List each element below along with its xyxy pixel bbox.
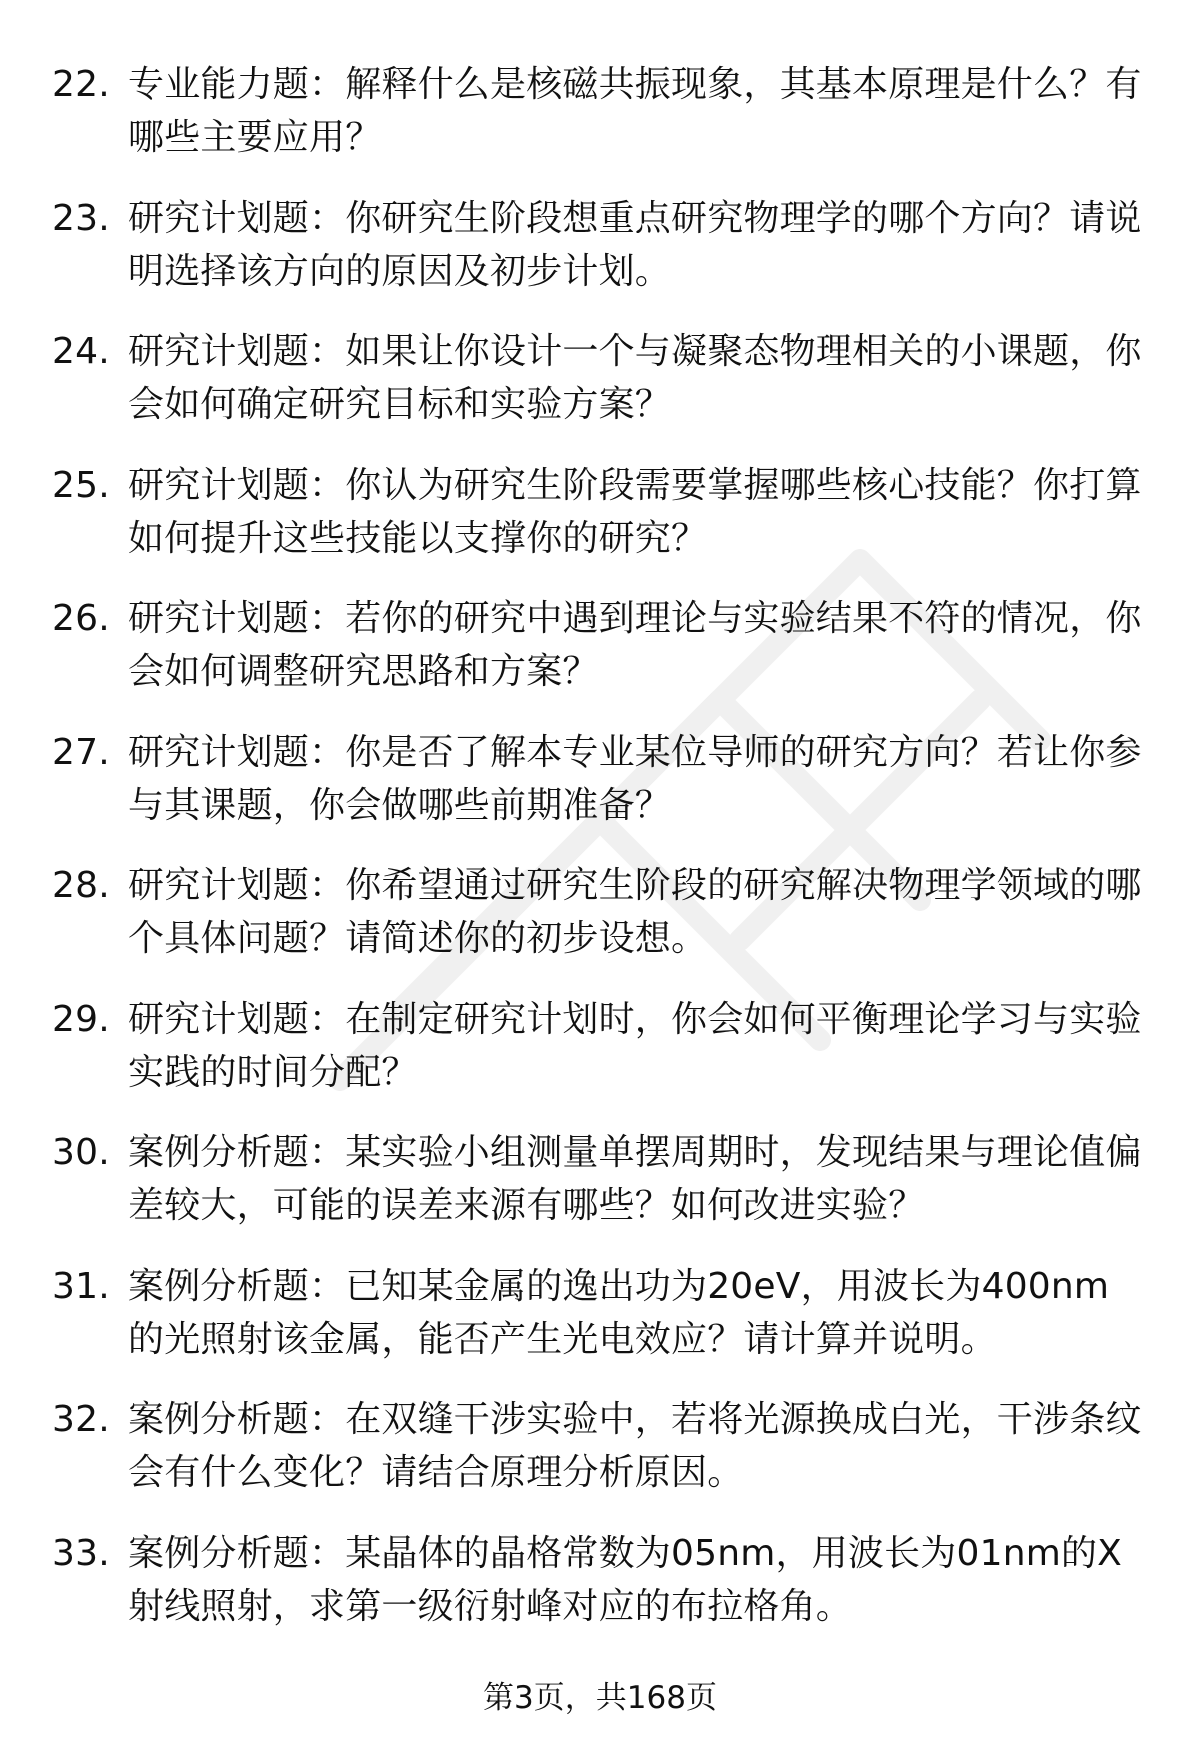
question-text: 研究计划题：你是否了解本专业某位导师的研究方向？若让你参与其课题，你会做哪些前期准备？: [128, 731, 1142, 826]
question-item: [52, 726, 1142, 832]
question-number: 30.: [52, 1132, 110, 1173]
question-text: 研究计划题：若你的研究中遇到理论与实验结果不符的情况，你会如何调整研究思路和方案？: [128, 598, 1142, 692]
question-text: 研究计划题：你希望通过研究生阶段的研究解决物理学领域的哪个具体问题？请简述你的初步设想。: [128, 865, 1142, 959]
question-text: 研究计划题：在制定研究计划时，你会如何平衡理论学习与实验实践的时间分配？: [128, 998, 1142, 1093]
question-number: 31.: [52, 1265, 110, 1307]
question-number: 22.: [52, 64, 110, 105]
question-text: 案例分析题：在双缝干涉实验中，若将光源换成白光，干涉条纹会有什么变化？请结合原理分析原因。: [128, 1399, 1142, 1493]
question-item: [52, 1126, 1142, 1232]
question-number: 32.: [52, 1399, 110, 1440]
question-item: [52, 993, 1142, 1099]
question-text: 专业能力题：解释什么是核磁共振现象，其基本原理是什么？有哪些主要应用？: [128, 64, 1142, 158]
question-number: 33.: [52, 1532, 110, 1574]
question-text: 研究计划题：你认为研究生阶段需要掌握哪些核心技能？你打算如何提升这些技能以支撑你的研究？: [128, 464, 1142, 559]
question-text: 案例分析题：某晶体的晶格常数为05nm，用波长为01nm的X射线照射，求第一级衍射峰对应的布拉格角。: [128, 1532, 1123, 1627]
question-number: 29.: [52, 998, 110, 1040]
question-text: 案例分析题：已知某金属的逸出功为20eV，用波长为400nm的光照射该金属，能否产生光电效应？请计算并说明。: [128, 1265, 1110, 1360]
question-text: 案例分析题：某实验小组测量单摆周期时，发现结果与理论值偏差较大，可能的误差来源有哪些？如何改进实验？: [128, 1132, 1142, 1226]
question-number: 25.: [52, 464, 110, 506]
question-number: 26.: [52, 598, 110, 639]
question-number: 28.: [52, 865, 110, 906]
question-item: [52, 325, 1142, 431]
question-item: [52, 192, 1142, 298]
question-item: [52, 859, 1142, 965]
question-list: [52, 58, 1142, 1660]
question-text: 研究计划题：你研究生阶段想重点研究物理学的哪个方向？请说明选择该方向的原因及初步计划。: [128, 197, 1142, 292]
question-item: [52, 58, 1142, 164]
question-item: [52, 1527, 1142, 1633]
question-item: [52, 1260, 1142, 1366]
question-number: 27.: [52, 731, 110, 773]
question-item: [52, 592, 1142, 698]
question-item: [52, 1393, 1142, 1499]
question-number: 23.: [52, 197, 110, 239]
page-indicator: 第3页，共168页: [483, 1680, 717, 1716]
question-text: 研究计划题：如果让你设计一个与凝聚态物理相关的小课题，你会如何确定研究目标和实验方案？: [128, 331, 1142, 425]
question-item: [52, 459, 1142, 565]
question-number: 24.: [52, 331, 110, 372]
